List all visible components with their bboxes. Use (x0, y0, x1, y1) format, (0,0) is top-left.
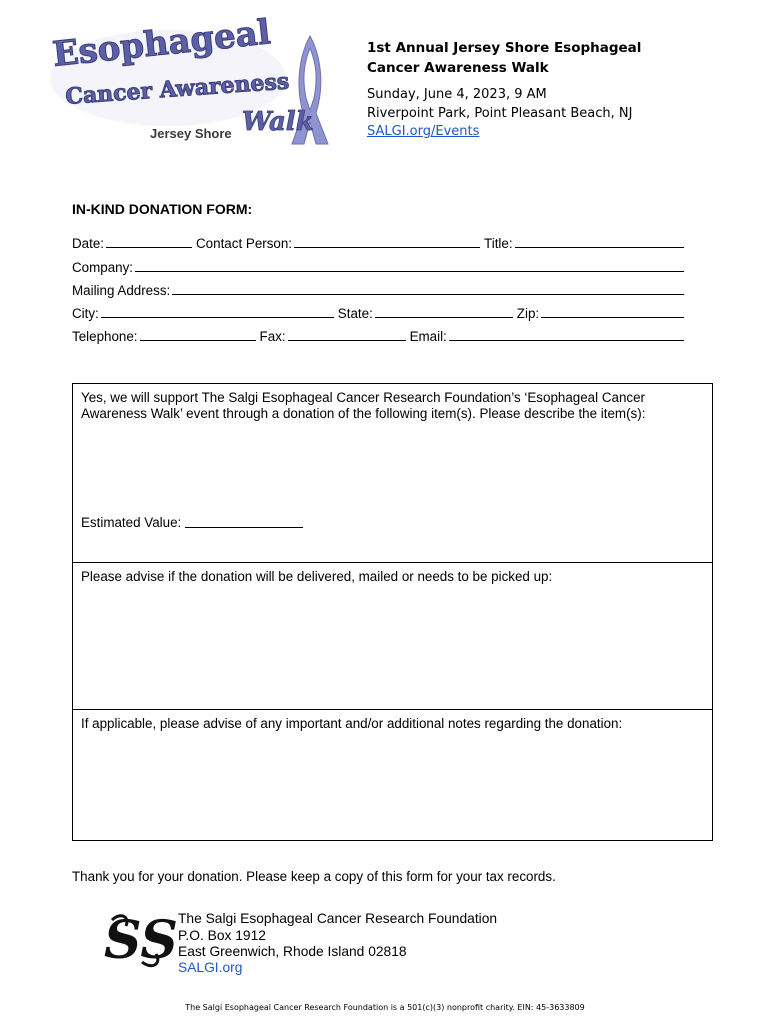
row-city-state-zip (72, 306, 684, 321)
items-description-box[interactable] (72, 383, 713, 563)
zip-label: Zip: (516, 306, 540, 321)
row-telephone-fax-email (72, 329, 684, 344)
mailing-address-label: Mailing Address: (72, 283, 171, 298)
notes-question: If applicable, please advise of any important and/or additional notes regarding the donation: (81, 716, 623, 731)
contact-person-label: Contact Person: (196, 236, 293, 251)
thank-you-note: Thank you for your donation. Please keep a copy of this form for your tax records. (72, 869, 556, 884)
logo-word-cancer-awareness: Cancer Awareness (64, 68, 290, 110)
row-date-contact-title (72, 236, 684, 251)
form-heading: IN-KIND DONATION FORM: (72, 201, 253, 217)
date-label: Date: (72, 236, 105, 251)
zip-field[interactable] (541, 306, 684, 318)
footnote: The Salgi Esophageal Cancer Research Foundation is a 501(c)(3) nonprofit charity. EIN: 45-3633809 (185, 1003, 585, 1012)
delivery-box[interactable] (72, 562, 713, 710)
city-label: City: (72, 306, 99, 321)
title-label: Title: (484, 236, 513, 251)
notes-box[interactable] (72, 709, 713, 841)
foundation-city: East Greenwich, Rhode Island 02818 (178, 944, 407, 959)
email-field[interactable] (449, 329, 684, 341)
estimated-value-row (81, 515, 303, 530)
foundation-po-box: P.O. Box 1912 (178, 928, 266, 943)
event-date: Sunday, June 4, 2023, 9 AM (367, 87, 547, 102)
event-link[interactable]: SALGI.org/Events (367, 124, 480, 139)
city-field[interactable] (101, 306, 334, 318)
row-mailing-address (72, 283, 684, 298)
telephone-label: Telephone: (72, 329, 138, 344)
foundation-logo-letters: SS (104, 910, 178, 971)
event-location: Riverpoint Park, Point Pleasant Beach, NJ (367, 106, 633, 121)
foundation-name: The Salgi Esophageal Cancer Research Foundation (178, 911, 498, 926)
estimated-value-field[interactable] (185, 515, 303, 528)
support-statement: Yes, we will support The Salgi Esophageal Cancer Research Foundation’s ‘Esophageal Cancer Awareness Walk’ event through a donation of the following item(s). Please describe the item(s): (81, 390, 646, 421)
email-label: Email: (409, 329, 447, 344)
fax-label: Fax: (259, 329, 286, 344)
state-label: State: (337, 306, 373, 321)
delivery-question: Please advise if the donation will be delivered, mailed or needs to be picked up: (81, 569, 553, 584)
logo-region: Jersey Shore (150, 126, 232, 141)
logo-word-esophageal: Esophageal (50, 12, 273, 75)
title-field[interactable] (515, 236, 684, 248)
estimated-value-label: Estimated Value: (81, 515, 182, 530)
fax-field[interactable] (288, 329, 406, 341)
contact-person-field[interactable] (294, 236, 480, 248)
telephone-field[interactable] (140, 329, 256, 341)
mailing-address-field[interactable] (172, 283, 684, 295)
row-company (72, 260, 684, 275)
date-field[interactable] (106, 236, 192, 248)
foundation-logo (104, 910, 178, 972)
company-label: Company: (72, 260, 134, 275)
event-title: 1st Annual Jersey Shore Esophageal Cancer Awareness Walk (367, 40, 642, 76)
foundation-website-link[interactable]: SALGI.org (178, 960, 243, 975)
logo-word-walk: Walk (242, 107, 314, 137)
state-field[interactable] (375, 306, 513, 318)
walk-logo (48, 12, 353, 150)
company-field[interactable] (135, 260, 684, 272)
